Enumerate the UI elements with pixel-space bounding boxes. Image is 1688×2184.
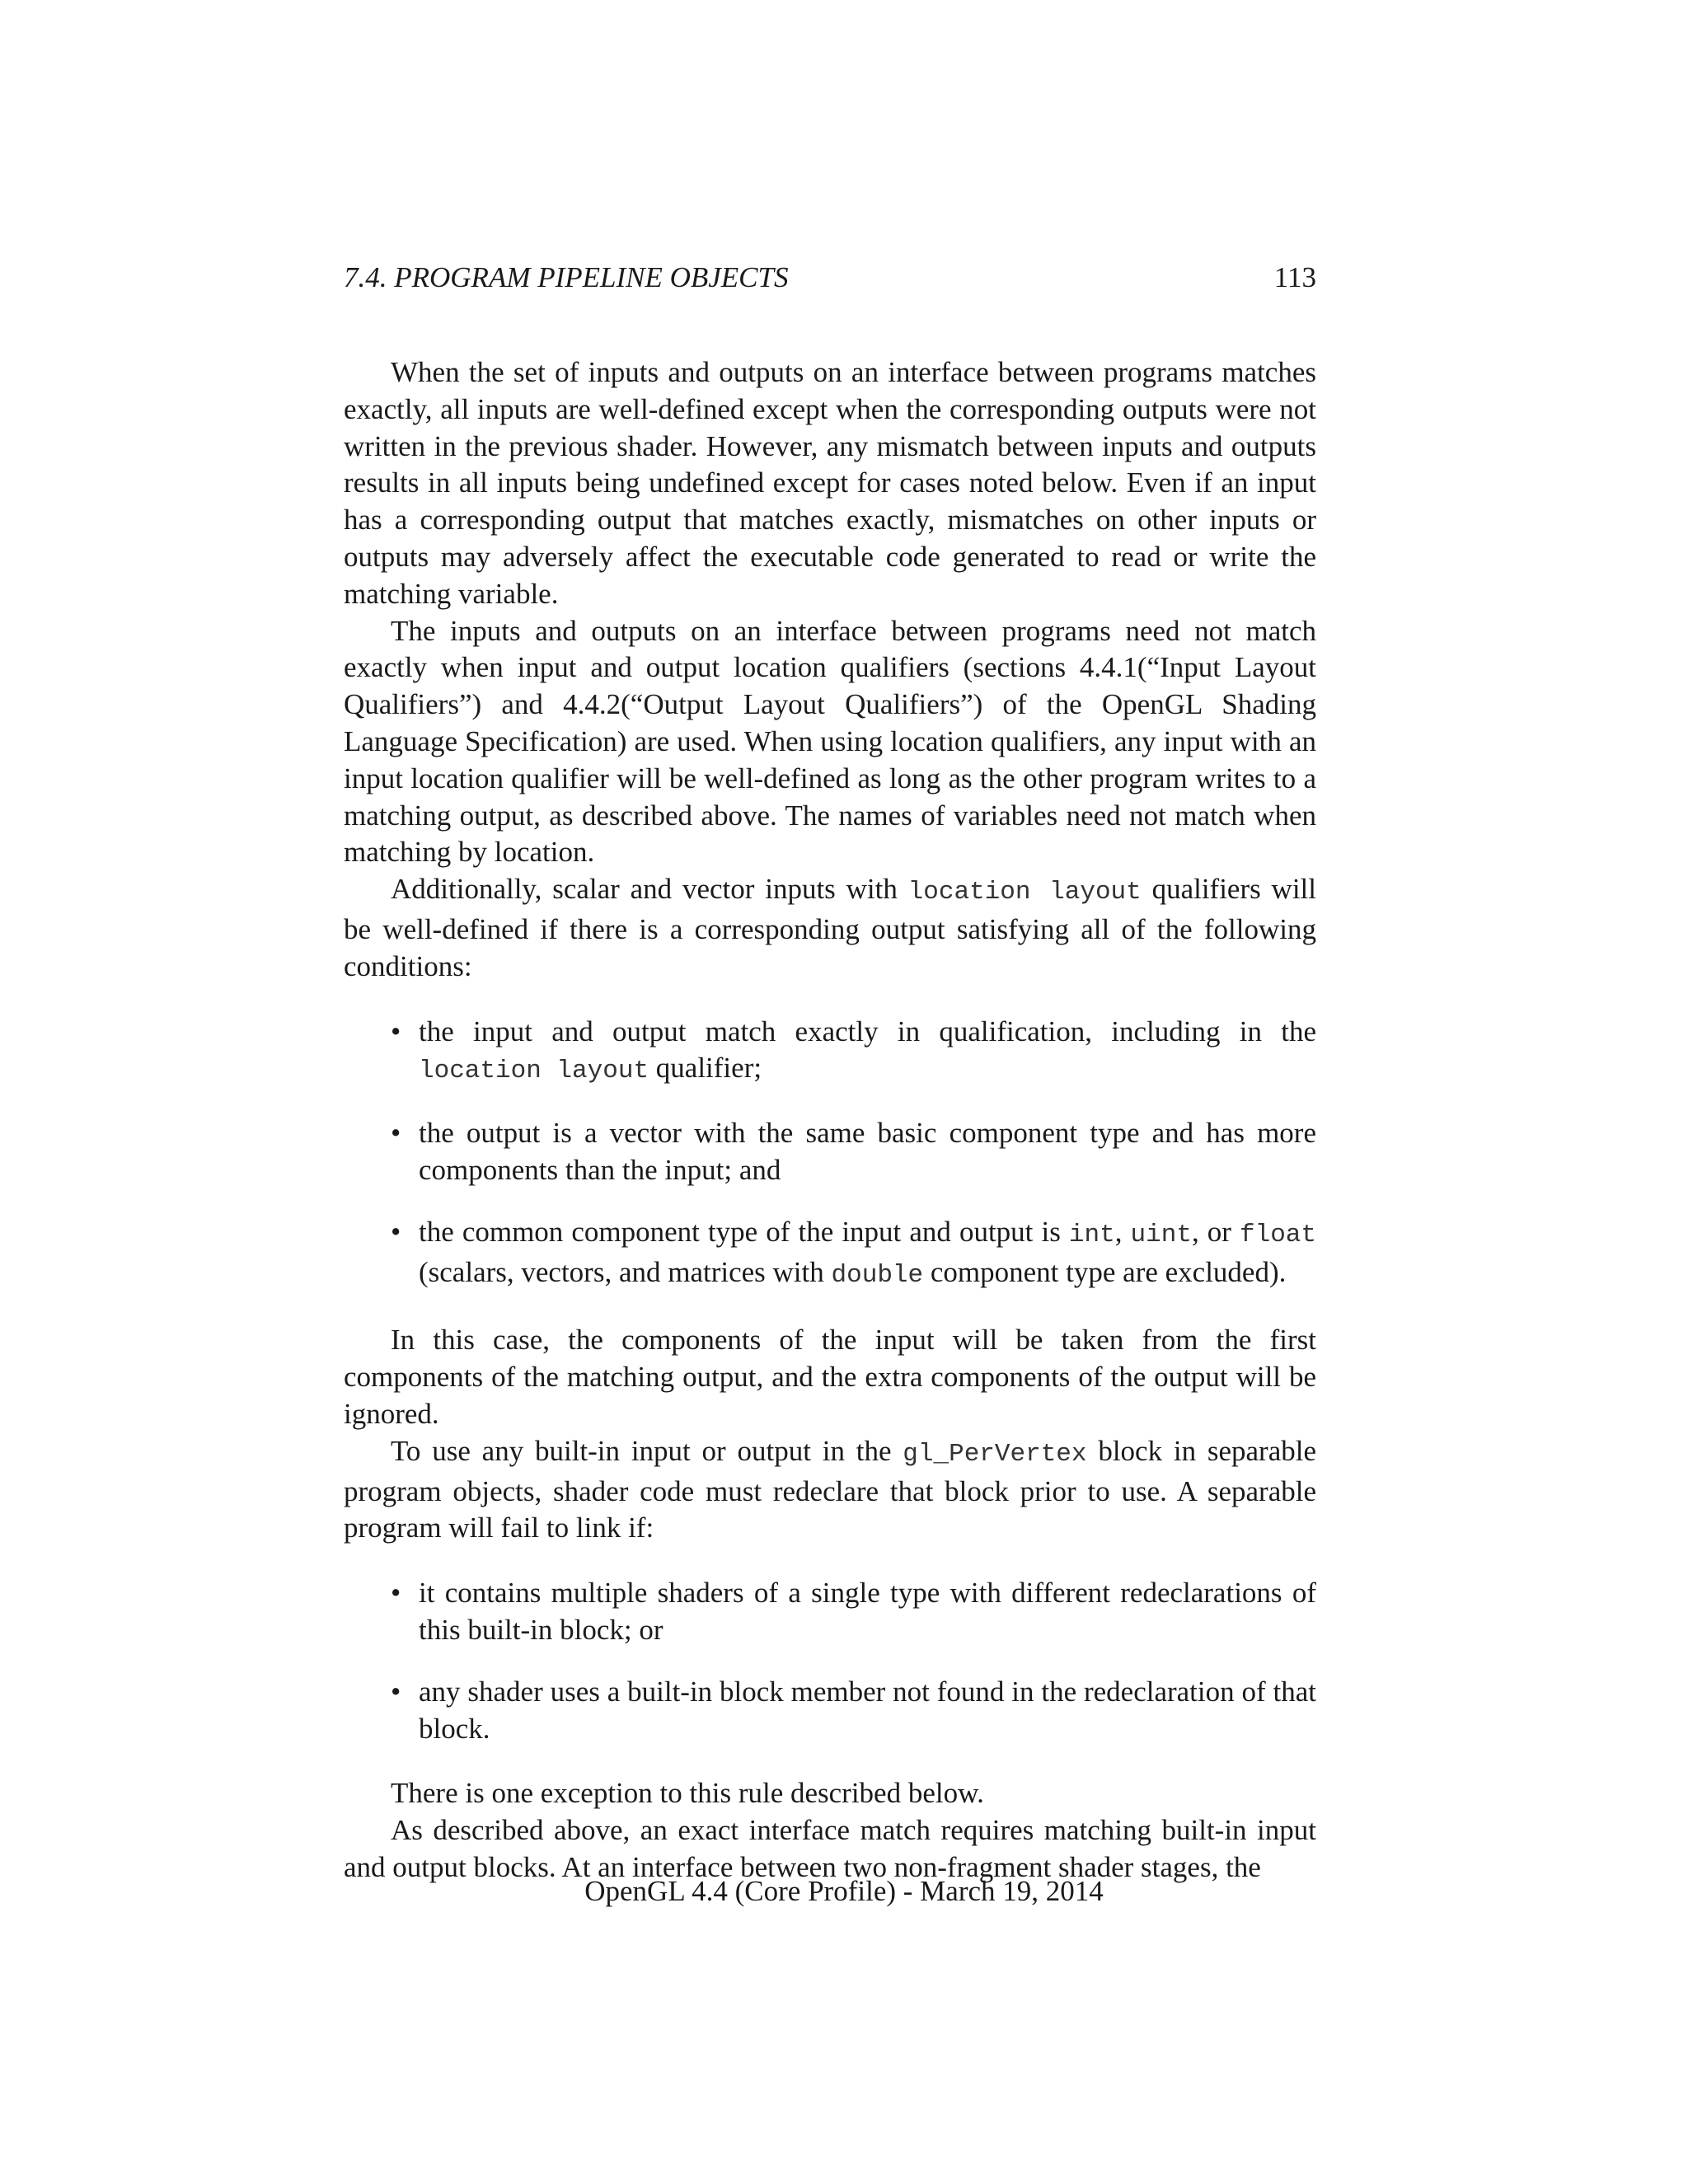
link-failure-list: [344, 1575, 1316, 1747]
bullet-icon: •: [391, 1215, 401, 1248]
code-location-layout: location layout: [907, 878, 1142, 907]
page-footer: OpenGL 4.4 (Core Profile) - March 19, 2014: [584, 1875, 1104, 1907]
code-int: int: [1068, 1220, 1115, 1249]
paragraph-exception: There is one exception to this rule described below.: [391, 1777, 984, 1810]
bullet-icon: •: [391, 1577, 401, 1610]
bullet-icon: •: [391, 1675, 401, 1708]
section-title: 7.4. PROGRAM PIPELINE OBJECTS: [344, 261, 789, 293]
page-number: 113: [1273, 261, 1316, 293]
paragraph-exact-match: As described above, an exact interface match requires matching built-in input and output blocks. At an interface between two non-fragment shader stages, the: [344, 1814, 1316, 1883]
list-item: • the common component type of the input and output is int, uint, or float (scalars, vectors, and matrices with double component type are excluded).: [391, 1215, 1317, 1290]
paragraph-component-mapping: In this case, the components of the input will be taken from the first components of the matching output, and the extra components of the output will be ignored.: [344, 1324, 1316, 1430]
paragraph-location-qualifiers: The inputs and outputs on an interface between programs need not match exactly when input and output location qualifiers (sections 4.4.1(“Input Layout Qualifiers”) and 4.4.2(“Output Layout Qualifiers”) of the OpenGL Shading Language Specification) are used. When using location qualifiers, any input with an input location qualifier will be well-defined as long as the other program writes to a matching output, as described above. The names of variables need not match when matching by location.: [344, 614, 1316, 869]
bullet-icon: •: [391, 1015, 401, 1047]
list-item: • any shader uses a built-in block member not found in the redeclaration of that block.: [391, 1675, 1316, 1745]
list-item: • it contains multiple shaders of a single type with different redeclarations of this built-in block; or: [391, 1577, 1316, 1646]
code-uint: uint: [1130, 1220, 1192, 1249]
paragraph-interface-match: When the set of inputs and outputs on an interface between programs matches exactly, all inputs are well-defined except when the corresponding outputs were not written in the previous shader. However, any mismatch between inputs and outputs results in all inputs being undefined except for cases noted below. Even if an input has a corresponding output that matches exactly, mismatches on other inputs or outputs may adversely affect the executable code generated to read or write the matching variable.: [344, 356, 1316, 610]
conditions-list: [344, 1014, 1316, 1295]
running-header: [344, 257, 1316, 298]
list-item: • the output is a vector with the same basic component type and has more components than the input; and: [391, 1117, 1316, 1186]
list-item: • the input and output match exactly in qualification, including in the location layout qualifier;: [391, 1015, 1316, 1086]
bullet-icon: •: [391, 1117, 401, 1150]
paragraph-scalar-vector-inputs: Additionally, scalar and vector inputs with location layout qualifiers will be well-defined if there is a corresponding output satisfying all of the following conditions:: [344, 873, 1317, 982]
code-gl-pervertex: gl_PerVertex: [903, 1439, 1087, 1469]
code-location-layout: location layout: [419, 1057, 649, 1086]
code-double: double: [831, 1260, 924, 1290]
body-text: [344, 354, 1316, 1886]
code-float: float: [1240, 1220, 1317, 1249]
paragraph-builtin-block: To use any built-in input or output in the gl_PerVertex block in separable program objects, shader code must redeclare that block prior to use. A separable program will fail to link if:: [344, 1434, 1317, 1544]
